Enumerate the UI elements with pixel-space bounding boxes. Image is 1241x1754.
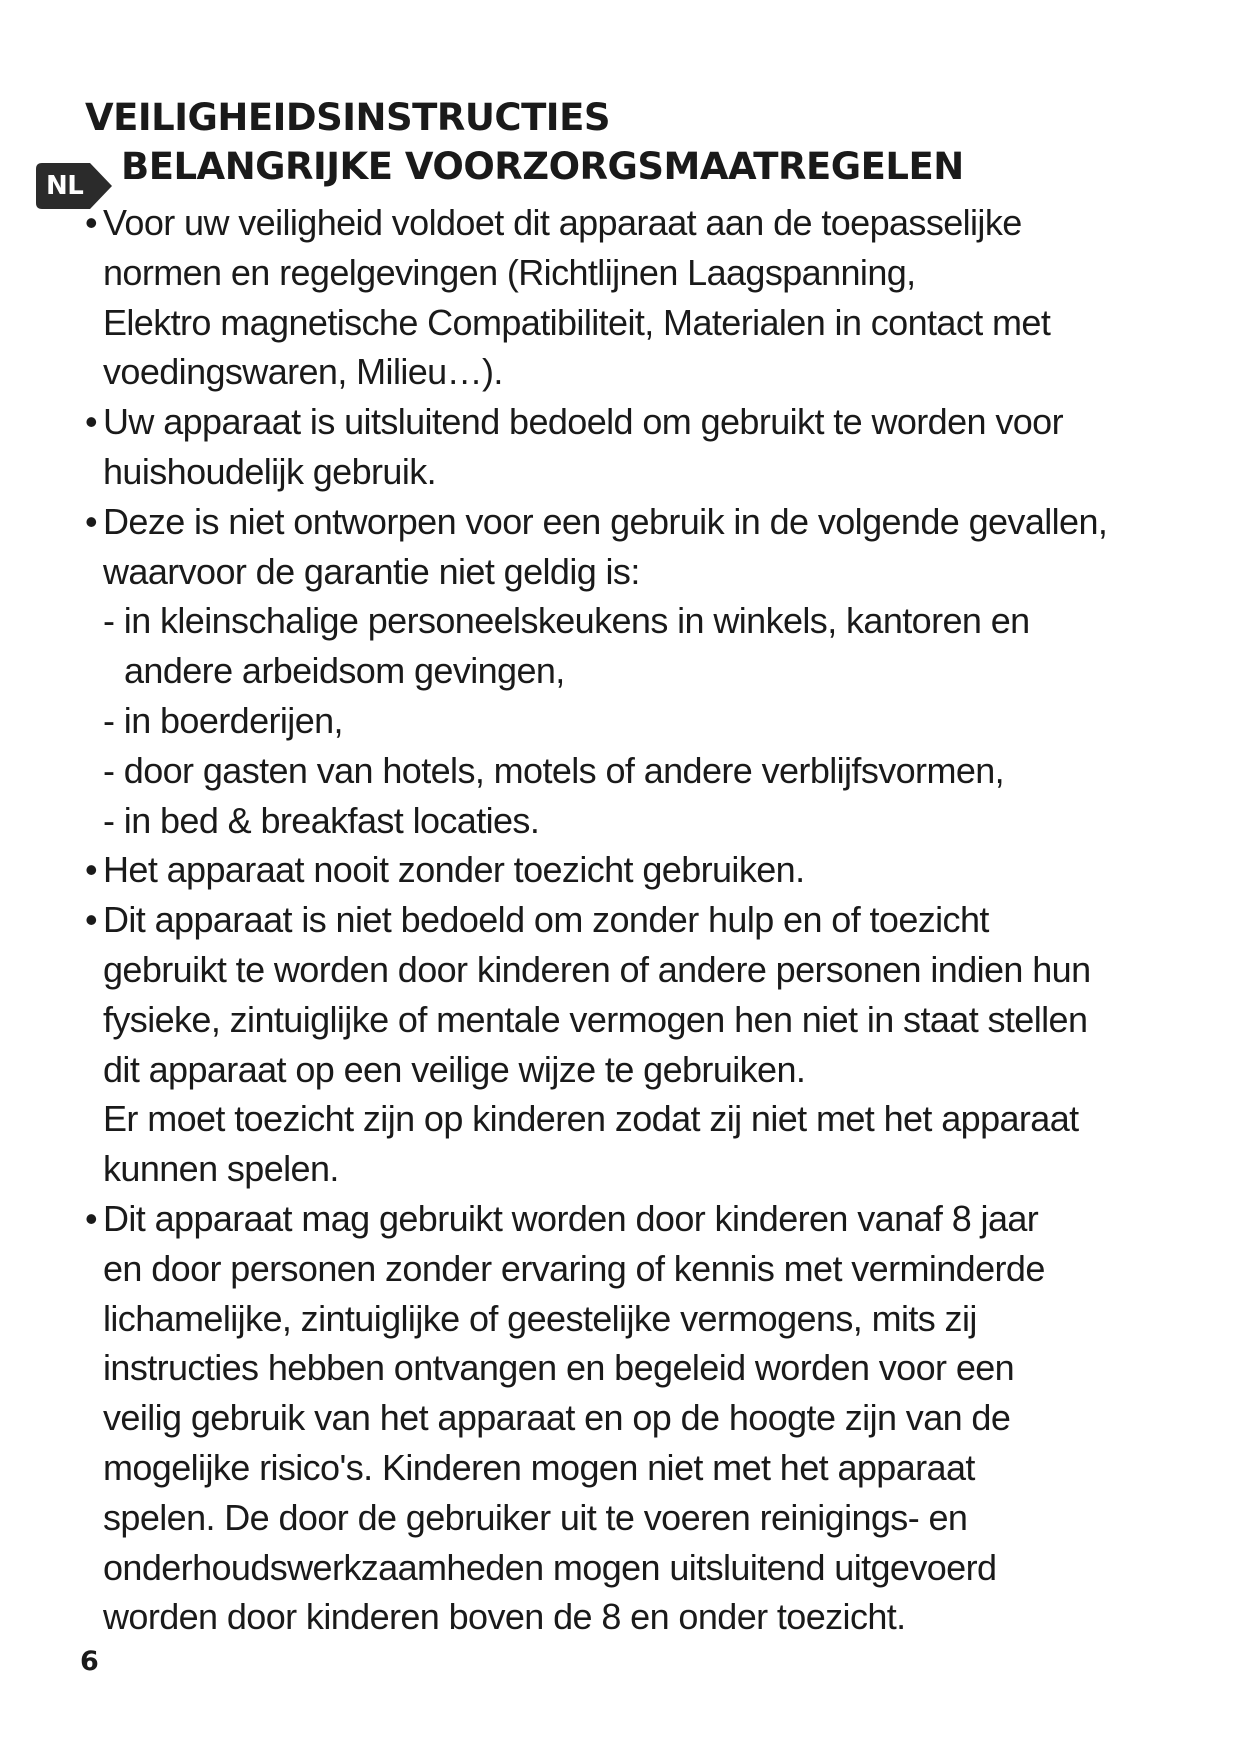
bullet-icon: • xyxy=(85,500,98,542)
text-line: lichamelijke, zintuiglijke of geestelijke vermogens, mits zij xyxy=(103,1297,977,1339)
text-line: normen en regelgevingen (Richtlijnen Laagspanning, xyxy=(103,251,916,293)
text-line: andere arbeidsom gevingen, xyxy=(124,650,565,692)
text-line: kunnen spelen. xyxy=(103,1148,339,1190)
text-line: huishoudelijk gebruik. xyxy=(103,450,437,492)
bullet-text: Dit apparaat mag gebruikt worden door kinderen vanaf 8 jaar xyxy=(103,1197,1039,1239)
text-line: - in boerderijen, xyxy=(103,699,343,741)
bullet-item xyxy=(85,1194,1195,1244)
bullet-item xyxy=(85,895,1195,945)
text-line: dit apparaat op een veilige wijze te gebruiken. xyxy=(103,1048,806,1090)
language-badge-label: NL xyxy=(46,171,84,201)
bullet-item xyxy=(85,845,1195,895)
bullet-icon: • xyxy=(85,849,98,891)
bullet-icon: • xyxy=(85,401,98,443)
bullet-item xyxy=(85,497,1195,547)
text-line: veilig gebruik van het apparaat en op de hoogte zijn van de xyxy=(103,1397,1011,1439)
text-line: Er moet toezicht zijn op kinderen zodat zij niet met het apparaat xyxy=(103,1098,1079,1140)
section-title: VEILIGHEIDSINSTRUCTIES xyxy=(85,96,610,139)
bullet-icon: • xyxy=(85,899,98,941)
bullet-item xyxy=(85,198,1195,248)
bullet-text: Deze is niet ontworpen voor een gebruik in de volgende gevallen, xyxy=(103,500,1108,542)
text-line: fysieke, zintuiglijke of mentale vermogen hen niet in staat stellen xyxy=(103,998,1088,1040)
text-line: - in bed & breakfast locaties. xyxy=(103,799,540,841)
instructions-body xyxy=(85,198,1195,1642)
bullet-text: Het apparaat nooit zonder toezicht gebruiken. xyxy=(103,849,805,891)
bullet-icon: • xyxy=(85,1197,98,1239)
bullet-text: Voor uw veiligheid voldoet dit apparaat aan de toepasselijke xyxy=(103,202,1022,243)
bullet-icon: • xyxy=(85,202,98,243)
page-number: 6 xyxy=(80,1646,99,1677)
text-line: waarvoor de garantie niet geldig is: xyxy=(103,550,640,592)
text-line: onderhoudswerkzaamheden mogen uitsluitend uitgevoerd xyxy=(103,1546,997,1588)
text-line: worden door kinderen boven de 8 en onder toezicht. xyxy=(103,1596,906,1638)
text-line: - in kleinschalige personeelskeukens in winkels, kantoren en xyxy=(103,600,1030,642)
bullet-text: Dit apparaat is niet bedoeld om zonder hulp en of toezicht xyxy=(103,899,989,941)
text-line: mogelijke risico's. Kinderen mogen niet met het apparaat xyxy=(103,1446,975,1488)
section-subtitle: BELANGRIJKE VOORZORGSMAATREGELEN xyxy=(121,145,964,188)
text-line: voedingswaren, Milieu…). xyxy=(103,351,503,393)
text-line: - door gasten van hotels, motels of andere verblijfsvormen, xyxy=(103,749,1005,791)
text-line: spelen. De door de gebruiker uit te voeren reinigings- en xyxy=(103,1496,968,1538)
bullet-item xyxy=(85,397,1195,447)
bullet-text: Uw apparaat is uitsluitend bedoeld om gebruikt te worden voor xyxy=(103,401,1063,443)
text-line: en door personen zonder ervaring of kennis met verminderde xyxy=(103,1247,1045,1289)
text-line: gebruikt te worden door kinderen of andere personen indien hun xyxy=(103,948,1091,990)
text-line: Elektro magnetische Compatibiliteit, Materialen in contact met xyxy=(103,301,1051,343)
text-line: instructies hebben ontvangen en begeleid worden voor een xyxy=(103,1347,1015,1389)
